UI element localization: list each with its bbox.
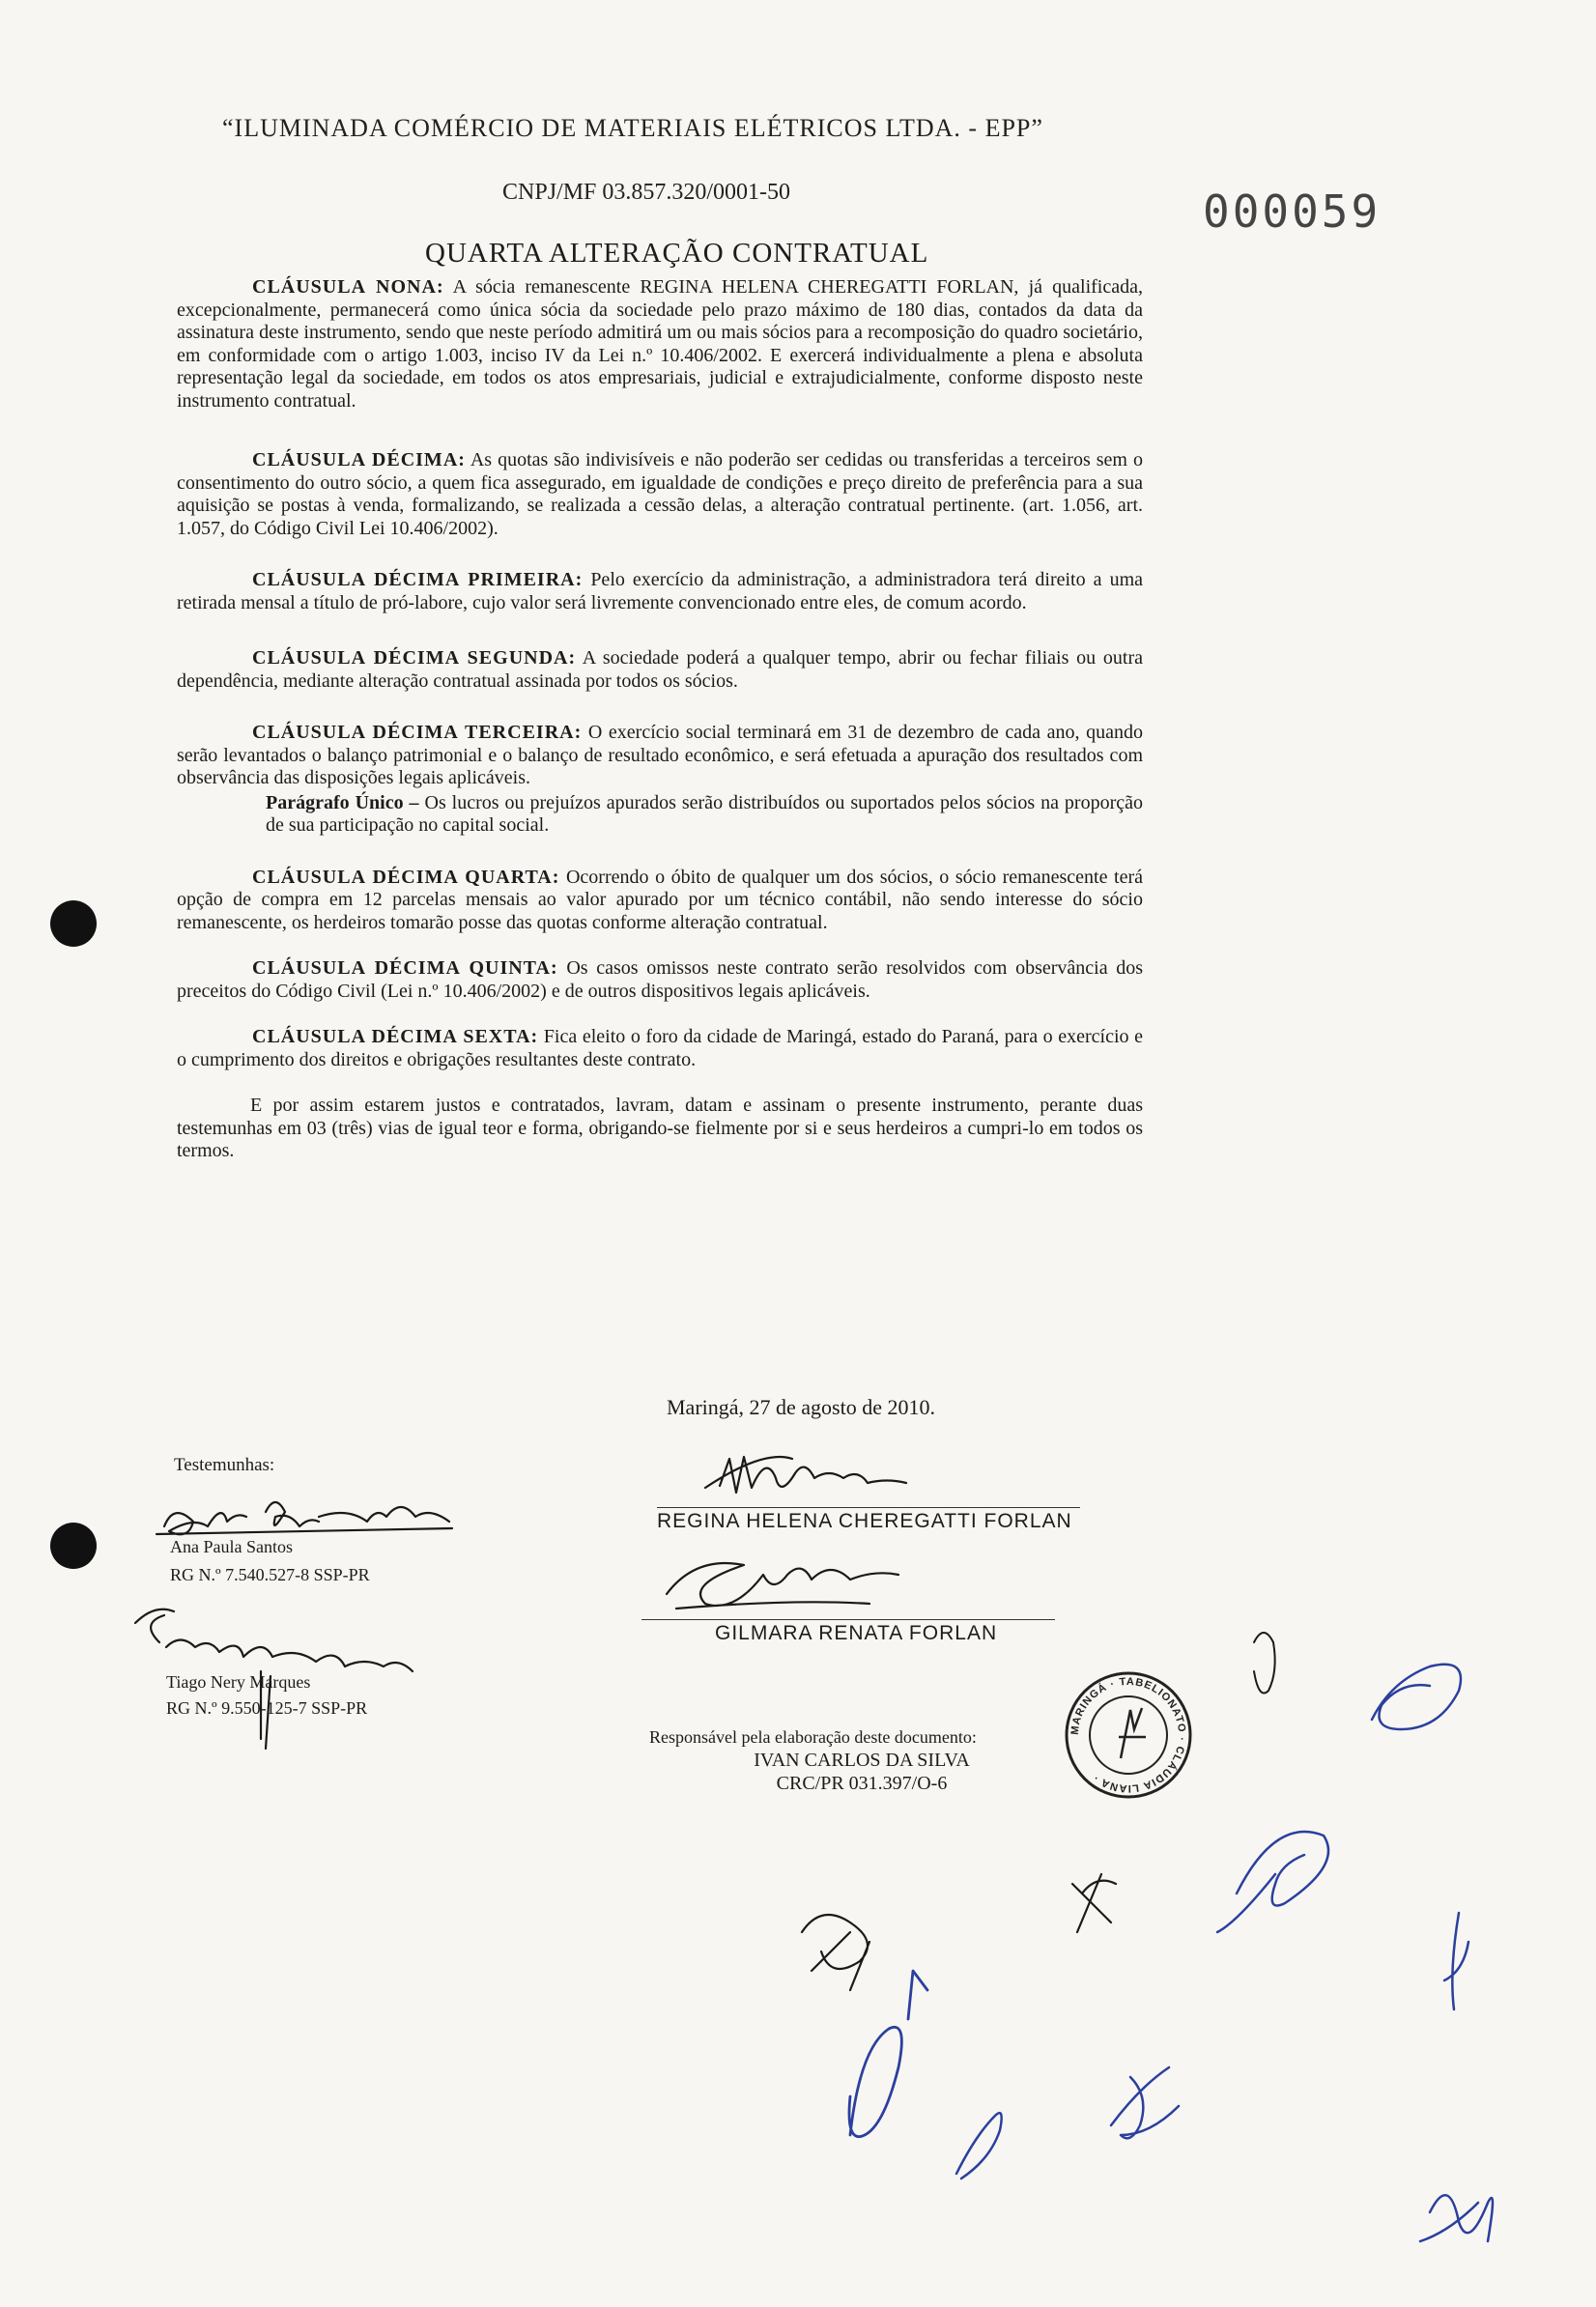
punch-hole-bottom: [50, 1523, 97, 1569]
clauses-section: [177, 261, 1143, 1186]
date-line: Maringá, 27 de agosto de 2010.: [667, 1395, 935, 1419]
clause-heading: CLÁUSULA DÉCIMA TERCEIRA:: [252, 722, 583, 743]
clause-text: O exercício social terminará em 31 de dezembro de cada ano, quando serão levantados o balanço patrimonial e o balanço de resultado econômico, e será efetuada a apuração dos resultados com observância das disposições legais aplicáveis.: [177, 722, 1144, 788]
signature-initial-blue-2: [1217, 1832, 1328, 1932]
signature-initial-blue-6: [1111, 2067, 1179, 2138]
responsible-name: IVAN CARLOS DA SILVA: [754, 1750, 970, 1771]
document-title: QUARTA ALTERAÇÃO CONTRATUAL: [425, 238, 929, 269]
sole-paragraph: [177, 792, 1143, 838]
witness-name: Ana Paula Santos: [170, 1537, 293, 1556]
clause-heading: CLÁUSULA DÉCIMA PRIMEIRA:: [252, 569, 584, 590]
cnpj-number: CNPJ/MF 03.857.320/0001-50: [502, 180, 791, 205]
company-name: “ILUMINADA COMÉRCIO DE MATERIAIS ELÉTRICOS LTDA. - EPP”: [222, 114, 1043, 142]
seal-text: MARINGÁ · TABELIONATO · CLÁUDIA LIANA ·: [1069, 1675, 1188, 1795]
clause-text: Pelo exercício da administração, a administradora terá direito a uma retirada mensal a título de pró-labore, cujo valor será livremente convencionado entre eles, de comum acordo.: [177, 569, 1144, 613]
witness-2: [166, 1671, 367, 1720]
responsible-crc: CRC/PR 031.397/O-6: [776, 1773, 948, 1794]
clause-text: Os casos omissos neste contrato serão resolvidos com observância dos preceitos do Código Civil (Lei n.º 10.406/2002) e de outros dispositivos legais aplicáveis.: [177, 957, 1144, 1002]
witness-name: Tiago Nery Marques: [166, 1672, 311, 1692]
clause-text: Ocorrendo o óbito de qualquer um dos sócios, o sócio remanescente terá opção de compra em 12 parcelas mensais ao valor apurado por um técnico contábil, não sendo interesse do sócio remanescente, os herdeiros tomarão posse das quotas conforme alteração contratual.: [177, 866, 1143, 933]
signer-gilmara: GILMARA RENATA FORLAN: [641, 1619, 1055, 1645]
responsible-label: Responsável pela elaboração deste documento:: [649, 1727, 977, 1747]
clause-heading: CLÁUSULA DÉCIMA QUINTA:: [252, 957, 558, 979]
sole-paragraph-text: Os lucros ou prejuízos apurados serão distribuídos ou suportados pelos sócios na proporção de sua participação no capital social.: [266, 791, 1144, 836]
signature-initial-blue-4: [849, 1971, 927, 2137]
signature-initial-blue-7: [1420, 2195, 1493, 2241]
signature-gilmara: [667, 1563, 898, 1609]
signature-initial-blue-1: [1372, 1665, 1461, 1729]
clause-heading: CLÁUSULA DÉCIMA QUARTA:: [252, 866, 560, 888]
clause: [177, 722, 1143, 838]
clause: [177, 957, 1143, 1003]
clause: [177, 1026, 1143, 1071]
clause-text: A sócia remanescente REGINA HELENA CHEREGATTI FORLAN, já qualificada, excepcionalmente, permanecerá como única sócia da sociedade pelo prazo máximo de 180 dias, contados da data da assinatura deste instrumento, sendo que neste período admitirá um ou mais sócios para a recomposição do quadro societário, em conformidade com o artigo 1.003, inciso IV da Lei n.º 10.406/2002. E exercerá individualmente a plena e absoluta representação legal da sociedade, em todos os atos empresariais, judicial e extrajudicialmente, conforme disposto neste instrumento contratual.: [177, 276, 1143, 412]
witnesses-label: Testemunhas:: [174, 1455, 275, 1475]
responsible-block: [649, 1725, 1074, 1795]
clause: [177, 867, 1143, 935]
signer-regina: REGINA HELENA CHEREGATTI FORLAN: [657, 1507, 1080, 1533]
clause-text: Fica eleito o foro da cidade de Maringá, estado do Paraná, para o exercício e o cumprimento dos direitos e obrigações resultantes deste contrato.: [177, 1026, 1144, 1070]
clause: [177, 569, 1143, 614]
svg-text:MARINGÁ · TABELIONATO · CLÁUDI: [1069, 1676, 1187, 1794]
signature-initial-blue-3: [1444, 1913, 1468, 2009]
clause: [177, 449, 1143, 540]
sole-paragraph-title: Parágrafo Único –: [266, 791, 419, 813]
clause-text: As quotas são indivisíveis e não poderão ser cedidas ou transferidas a terceiros sem o consentimento do outro sócio, a quem fica assegurado, em igualdade de condições e preço direito de preferência para a sua aquisição se postas à venda, formalizando, se realizada a cessão delas, a alteração contratual pertinente. (art. 1.056, art. 1.057, do Código Civil Lei 10.406/2002).: [177, 449, 1143, 539]
page-number-stamp: 000059: [1203, 185, 1382, 238]
witness-1: [170, 1536, 370, 1586]
signature-initial-blue-5: [956, 2113, 1002, 2179]
closing-paragraph: E por assim estarem justos e contratados, lavram, datam e assinam o presente instrumento, perante duas testemunhas em 03 (três) vias de igual teor e forma, obrigando-se fielmente por si e seus herdeiros a cumpri-lo em todos os termos.: [177, 1095, 1143, 1161]
margin-mark-left: [1254, 1633, 1275, 1694]
clause: [177, 276, 1143, 413]
clause: [177, 647, 1143, 693]
witness-rg: RG N.º 9.550-125-7 SSP-PR: [166, 1698, 368, 1718]
punch-hole-top: [50, 900, 97, 947]
signature-regina: [705, 1457, 906, 1493]
clause-heading: CLÁUSULA DÉCIMA SEGUNDA:: [252, 647, 577, 669]
witness-rg: RG N.º 7.540.527-8 SSP-PR: [170, 1565, 370, 1584]
signature-initial-black-1: [1072, 1874, 1116, 1932]
clause-heading: CLÁUSULA DÉCIMA:: [252, 449, 466, 470]
notary-seal: [1063, 1669, 1194, 1801]
clause-heading: CLÁUSULA NONA:: [252, 276, 444, 298]
signature-ana-paula: [157, 1502, 452, 1534]
clause-heading: CLÁUSULA DÉCIMA SEXTA:: [252, 1026, 539, 1047]
clause-text: A sociedade poderá a qualquer tempo, abrir ou fechar filiais ou outra dependência, mediante alteração contratual assinada por todos os sócios.: [177, 647, 1143, 692]
signature-initial-black-2: [802, 1915, 869, 1990]
